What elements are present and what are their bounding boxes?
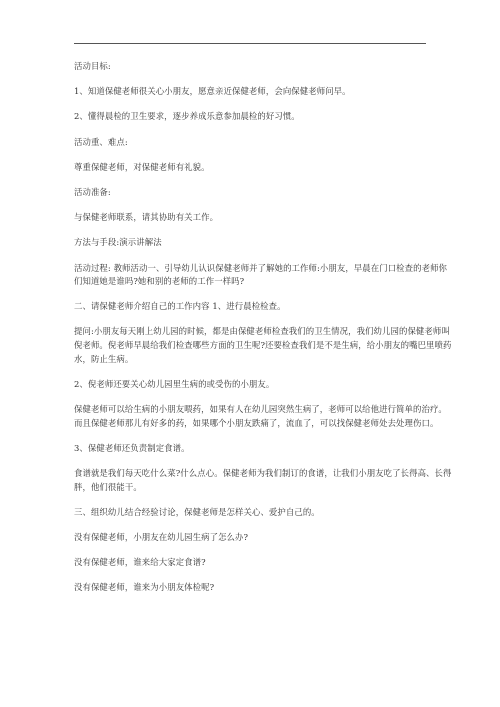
header-rule xyxy=(74,43,426,44)
section-heading-goals: 活动目标: xyxy=(74,61,111,71)
goal-item-1: 1、知道保健老师很关心小朋友，愿意亲近保健老师，会向保健老师问早。 xyxy=(74,86,351,97)
discussion-question-2: 没有保健老师，谁来给大家定食谱? xyxy=(74,557,206,568)
preparation-text: 与保健老师联系，请其协助有关工作。 xyxy=(74,212,219,223)
process-step-3: 三、组织幼儿结合经验讨论，保健老师是怎样关心、爱护自己的。 xyxy=(74,506,320,517)
discussion-question-1: 没有保健老师，小朋友在幼儿园生病了怎么办? xyxy=(74,531,249,542)
discussion-question-3: 没有保健老师，谁来为小朋友体检呢? xyxy=(74,582,215,593)
question-paragraph: 提问:小朋友每天刚上幼儿园的时候，都是由保健老师检查我们的卫生情况，我们幼儿园的保健老师叫倪老师。倪老师早晨给我们检查哪些方面的卫生呢?还要检查我们是不是生病，给小朋友的嘴巴里喷药水，防止生病。 xyxy=(74,326,452,364)
menu-item-3: 3、保健老师还负责制定食谱。 xyxy=(74,442,190,453)
section-heading-key-points: 活动重、难点: xyxy=(74,136,128,147)
process-step-2: 二、请保健老师介绍自己的工作内容 1、进行晨检检查。 xyxy=(74,301,286,312)
section-heading-preparation: 活动准备: xyxy=(74,186,111,197)
methods-text: 方法与手段:演示讲解法 xyxy=(74,237,162,248)
care-item-2: 2、倪老师还要关心幼儿园里生病的或受伤的小朋友。 xyxy=(74,378,275,389)
goal-item-2: 2、懂得晨检的卫生要求，逐步养成乐意参加晨检的好习惯。 xyxy=(74,111,300,122)
key-points-text: 尊重保健老师，对保健老师有礼貌。 xyxy=(74,161,210,172)
process-intro: 活动过程: 教师活动一、引导幼儿认识保健老师并了解她的工作师:小朋友，早晨在门口检查的老师你们知道她是谁吗?她和别的老师的工作一样吗? xyxy=(74,262,448,287)
care-paragraph: 保健老师可以给生病的小朋友喂药，如果有人在幼儿园突然生病了，老师可以给他进行简单的治疗。而且保健老师那儿有好多的药，如果哪个小朋友跌痛了，流血了，可以找保健老师处去处理伤口。 xyxy=(74,404,447,428)
document-body xyxy=(74,60,454,607)
menu-paragraph: 食谱就是我们每天吃什么菜?什么点心。保健老师为我们制订的食谱，让我们小朋友吃了长得高、长得胖，他们很能干。 xyxy=(74,468,452,492)
